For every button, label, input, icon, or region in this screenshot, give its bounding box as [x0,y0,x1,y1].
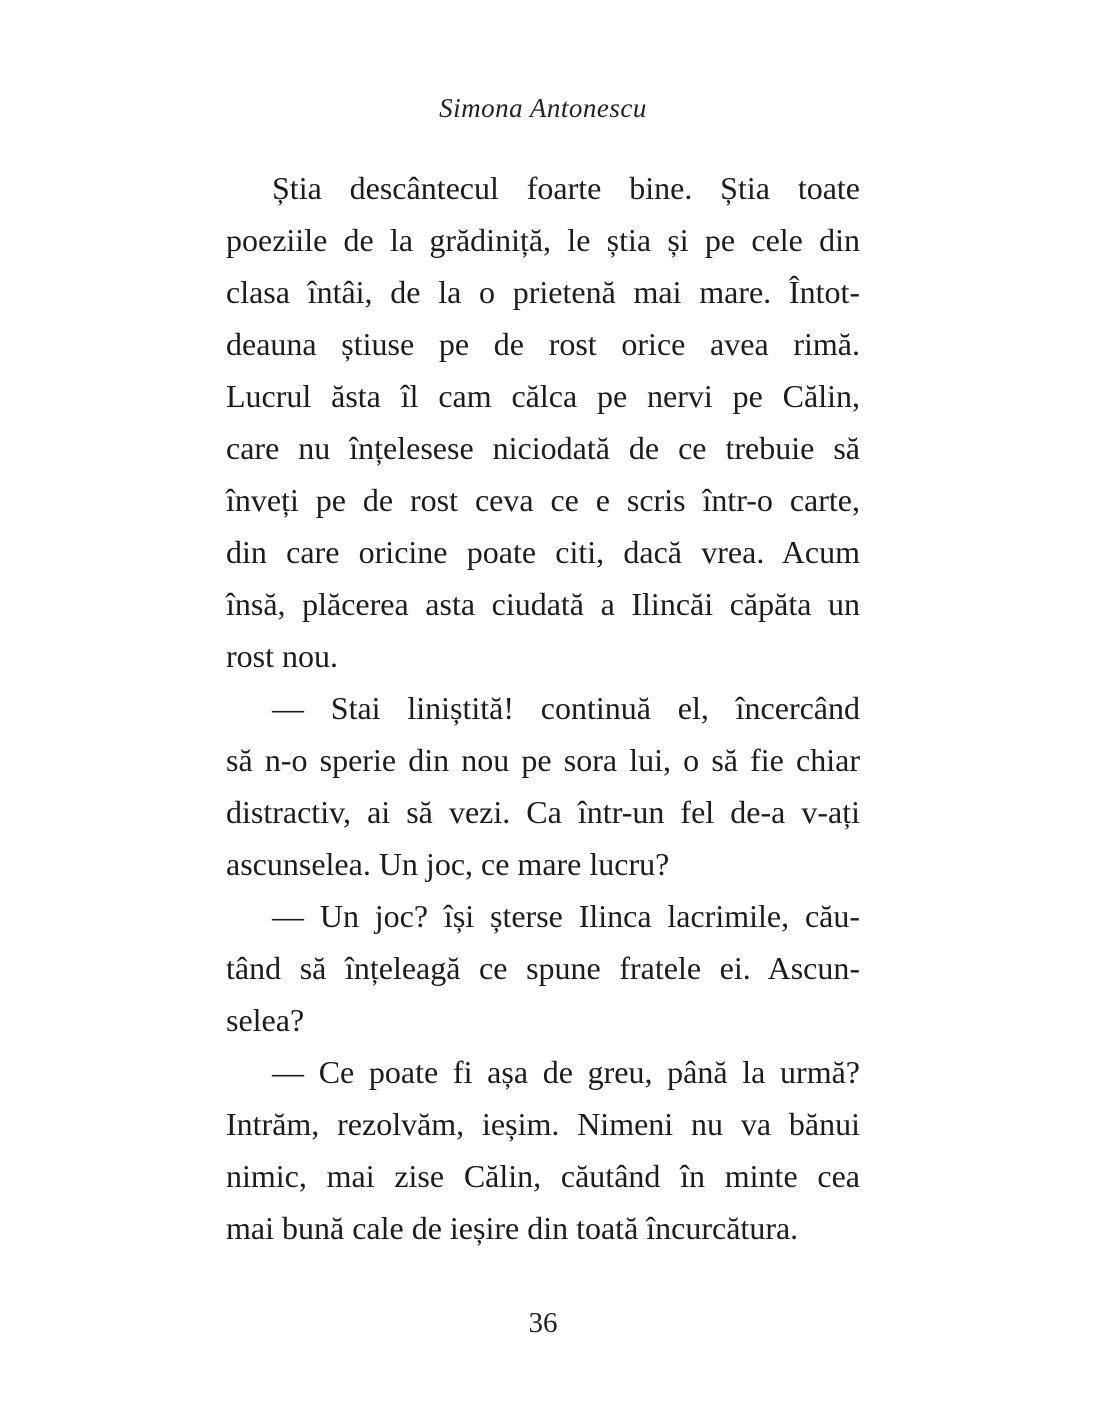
text-line: Știa descântecul foarte bine. Știa toate [272,170,860,206]
text-line: clasa întâi, de la o prietenă mai mare. Întot- [226,274,860,310]
text-line: însă, plăcerea asta ciudată a Ilincăi căpăta un [226,586,860,622]
text-line: Intrăm, rezolvăm, ieșim. Nimeni nu va bănui [226,1106,860,1142]
page-number: 36 [528,1307,558,1339]
text-line: rost nou. [226,638,338,674]
body-text [226,162,860,1254]
paragraph [226,1046,860,1254]
text-line: deauna știuse pe de rost orice avea rimă. [226,326,860,362]
text-line: — Stai liniștită! continuă el, încercând [272,690,860,726]
text-line: mai bună cale de ieșire din toată încurcătura. [226,1210,799,1246]
text-line: să n-o sperie din nou pe sora lui, o să fie chiar [226,742,860,778]
text-line: nimic, mai zise Călin, căutând în minte cea [226,1158,860,1194]
text-line: din care oricine poate citi, dacă vrea. Acum [226,534,860,570]
text-line: poeziile de la grădiniță, le știa și pe cele din [226,222,860,258]
text-line: distractiv, ai să vezi. Ca într-un fel de-a v-ați [226,794,860,830]
running-header-author: Simona Antonescu [439,93,647,123]
text-line: ascunselea. Un joc, ce mare lucru? [226,846,670,882]
paragraph [226,682,860,890]
paragraph [226,890,860,1046]
text-line: — Ce poate fi așa de greu, până la urmă? [272,1054,860,1090]
text-line: Lucrul ăsta îl cam călca pe nervi pe Călin, [226,378,860,414]
text-line: care nu înțelesese niciodată de ce trebuie să [226,430,860,466]
text-line: înveți pe de rost ceva ce e scris într-o carte, [226,482,860,518]
text-line: — Un joc? își șterse Ilinca lacrimile, cău- [272,898,860,934]
text-line: tând să înțeleagă ce spune fratele ei. Ascun- [226,950,860,986]
text-line: selea? [226,1002,305,1038]
paragraph [226,162,860,682]
